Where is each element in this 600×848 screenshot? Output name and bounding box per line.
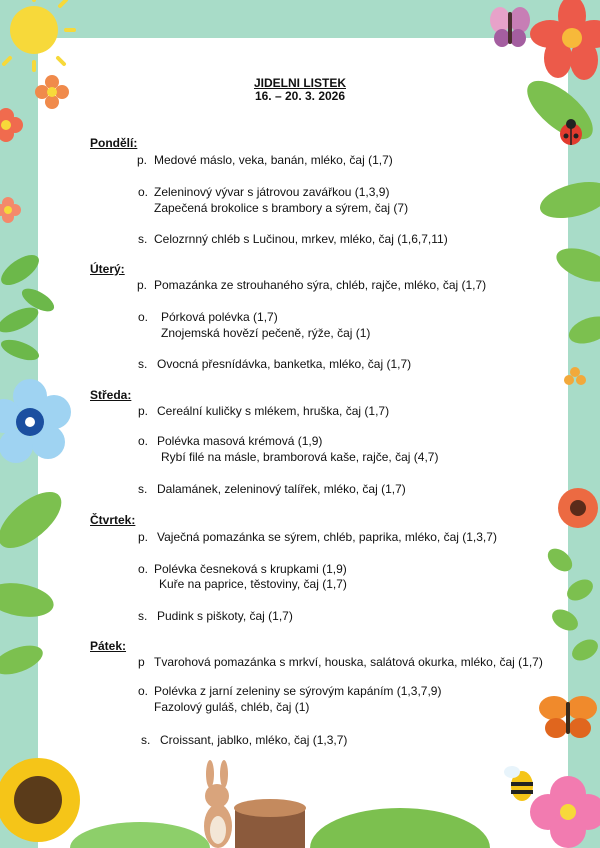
lunch-soup: Polévka česneková s krupkami (1,9)	[154, 562, 347, 576]
breakfast-item: Medové máslo, veka, banán, mléko, čaj (1,7)	[154, 153, 393, 167]
lunch-main: Fazolový guláš, chléb, čaj (1)	[154, 700, 310, 714]
marker-o: o.	[138, 562, 149, 576]
marker-o: o.	[138, 310, 149, 324]
marker-s: s.	[138, 609, 148, 623]
snack-item: Dalamánek, zeleninový talířek, mléko, čaj (1,7)	[157, 482, 406, 496]
lunch-soup: Polévka masová krémová (1,9)	[157, 434, 323, 448]
day-heading-wednesday: Středa:	[90, 388, 132, 402]
marker-s: s.	[141, 733, 151, 747]
marker-p: p.	[137, 153, 148, 167]
snack-item: Pudink s piškoty, čaj (1,7)	[157, 609, 293, 623]
marker-p: p.	[137, 278, 148, 292]
marker-s: s.	[138, 232, 148, 246]
breakfast-item: Cereální kuličky s mlékem, hruška, čaj (1,7)	[157, 404, 390, 418]
marker-p: p.	[138, 404, 149, 418]
lunch-soup: Polévka z jarní zeleniny se sýrovým kapáním (1,3,7,9)	[154, 684, 442, 698]
snack-item: Ovocná přesnídávka, banketka, mléko, čaj (1,7)	[157, 357, 412, 371]
lunch-soup: Pórková polévka (1,7)	[161, 310, 278, 324]
marker-o: o.	[138, 434, 149, 448]
day-heading-monday: Pondělí:	[90, 136, 138, 150]
marker-s: s.	[138, 482, 148, 496]
lunch-soup: Zeleninový vývar s játrovou zavářkou (1,3,9)	[154, 185, 390, 199]
page-title: JIDELNI LISTEK	[253, 76, 346, 90]
day-heading-thursday: Čtvrtek:	[90, 513, 136, 527]
marker-o: o.	[138, 684, 149, 698]
lunch-main: Zapečená brokolice s brambory a sýrem, čaj (7)	[154, 201, 409, 215]
marker-o: o.	[138, 185, 149, 199]
lunch-main: Znojemská hovězí pečeně, rýže, čaj (1)	[161, 326, 371, 340]
marker-p: p	[138, 655, 145, 669]
lunch-main: Rybí filé na másle, bramborová kaše, rajče, čaj (4,7)	[161, 450, 439, 464]
lunch-main: Kuře na paprice, těstoviny, čaj (1,7)	[159, 577, 347, 591]
day-heading-tuesday: Úterý:	[90, 262, 125, 276]
marker-p: p.	[138, 530, 149, 544]
snack-item: Croissant, jablko, mléko, čaj (1,3,7)	[160, 733, 348, 747]
date-range: 16. – 20. 3. 2026	[254, 89, 346, 103]
breakfast-item: Pomazánka ze strouhaného sýra, chléb, rajče, mléko, čaj (1,7)	[154, 278, 487, 292]
breakfast-item: Tvarohová pomazánka s mrkví, houska, salátová okurka, mléko, čaj (1,7)	[154, 655, 543, 669]
marker-s: s.	[138, 357, 148, 371]
breakfast-item: Vaječná pomazánka se sýrem, chléb, paprika, mléko, čaj (1,3,7)	[157, 530, 497, 544]
day-heading-friday: Pátek:	[90, 639, 127, 653]
snack-item: Celozrnný chléb s Lučinou, mrkev, mléko, čaj (1,6,7,11)	[154, 232, 448, 246]
